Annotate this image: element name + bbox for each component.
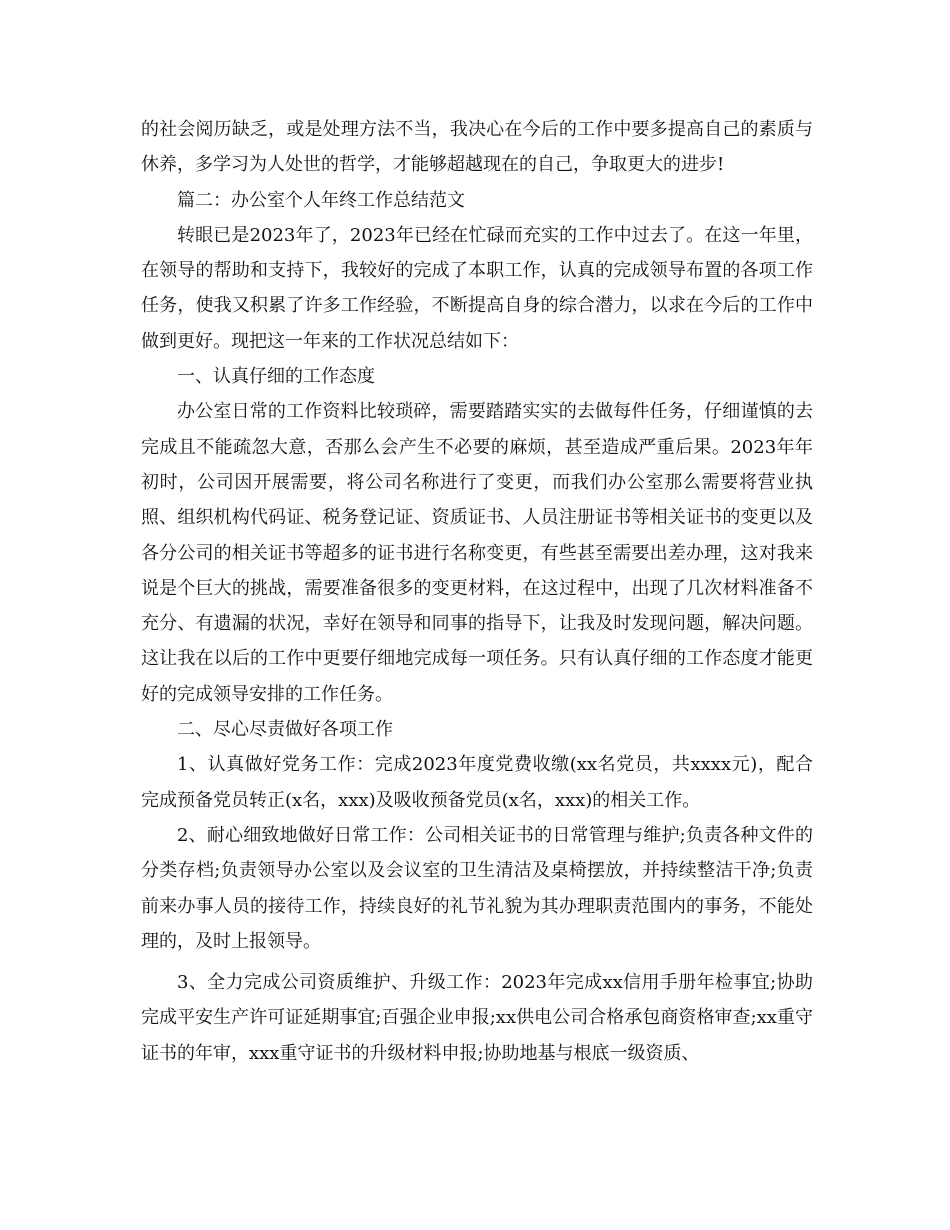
paragraph-work-attitude: 办公室日常的工作资料比较琐碎，需要踏踏实实的去做每件任务，仔细谨慎的去完成且不能疏忽大意，否那么会产生不必要的麻烦，甚至造成严重后果。2023年年初时，公司因开展需要，将公司名称进行了变更，而我们办公室那么需要将营业执照、组织机构代码证、税务登记证、资质证书、人员注册证书等相关证书的变更以及各分公司的相关证书等超多的证书进行名称变更，有些甚至需要出差办理，这对我来说是个巨大的挑战，需要准备很多的变更材料，在这过程中，出现了几次材料准备不充分、有遗漏的状况，幸好在领导和同事的指导下，让我及时发现问题，解决问题。这让我在以后的工作中更要仔细地完成每一项任务。只有认真仔细的工作态度才能更好的完成领导安排的工作任务。 (141, 401, 813, 705)
list-item-qualification-work: 3、全力完成公司资质维护、升级工作：2023年完成xx信用手册年检事宜;协助完成平安生产许可证延期事宜;百强企业申报;xx供电公司合格承包商资格审查;xx重守证书的年审，xxx重守证书的升级材料申报;协助地基与根底一级资质、 (141, 972, 813, 1064)
section-heading-article-two: 篇二：办公室个人年终工作总结范文 (177, 189, 465, 211)
section-heading-work-attitude: 一、认真仔细的工作态度 (177, 366, 375, 388)
list-item-daily-work: 2、耐心细致地做好日常工作：公司相关证书的日常管理与维护;负责各种文件的分类存档;负责领导办公室以及会议室的卫生清洁及桌椅摆放，并持续整洁干净;负责前来办事人员的接待工作，持续良好的礼节礼貌为其办理职责范围内的事务，不能处理的，及时上报领导。 (141, 824, 813, 952)
document-body (141, 112, 813, 1071)
list-item-party-work: 1、认真做好党务工作：完成2023年度党费收缴(xx名党员，共xxxx元)，配合完成预备党员转正(x名，xxx)及吸收预备党员(x名，xxx)的相关工作。 (141, 754, 813, 811)
section-heading-duties: 二、尽心尽责做好各项工作 (177, 719, 393, 741)
paragraph-continuation: 的社会阅历缺乏，或是处理方法不当，我决心在今后的工作中要多提高自己的素质与休养，多学习为人处世的哲学，才能够超越现在的自己，争取更大的进步! (141, 119, 813, 176)
paragraph-intro: 转眼已是2023年了，2023年已经在忙碌而充实的工作中过去了。在这一年里，在领导的帮助和支持下，我较好的完成了本职工作，认真的完成领导布置的各项工作任务，使我又积累了许多工作经验，不断提高自身的综合潜力，以求在今后的工作中做到更好。现把这一年来的工作状况总结如下： (141, 224, 813, 352)
